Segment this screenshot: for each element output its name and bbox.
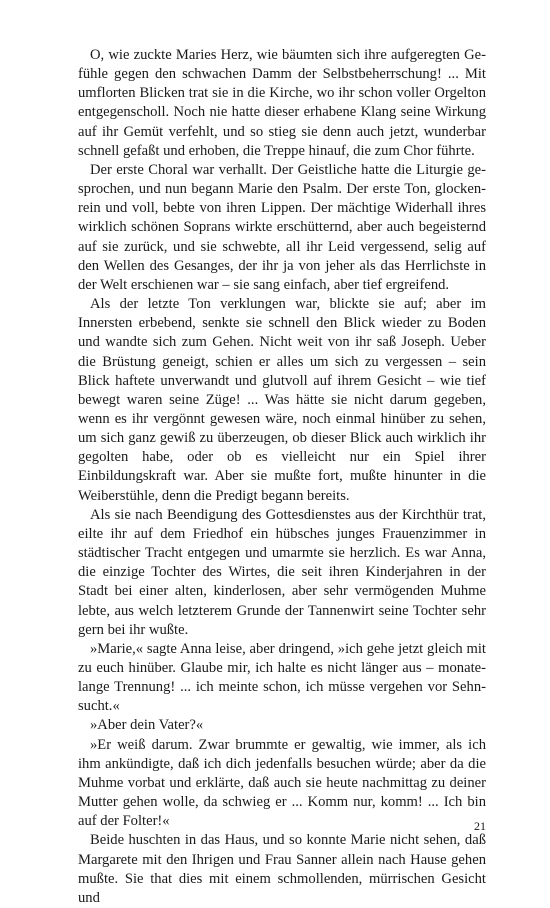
paragraph: »Aber dein Vater?« [90, 717, 204, 734]
paragraph: Der erste Choral war verhallt. Der Geistliche hatte die Liturgie gesprochen, und nun begann Marie den Psalm. Der erste Ton, glockenrein und voll, bebte von ihren Lippen. Der mächtige Widerhall ihres wirklich schönen Soprans wirkte erschütternd, aber auch begeisternd auf sie zurück, und sie schwebte, all ihr Leid vergessend, selig auf den Wellen des Gesanges, der ihr ja von jeher als das Herrlichste in der Welt erschienen war – sie sang einfach, aber tief ergreifend. [78, 161, 486, 293]
paragraph: Als sie nach Beendigung des Gottesdienstes aus der Kirchthür trat, eilte ihr auf dem Friedhof ein hübsches junges Frauenzimmer in städtischer Tracht entgegen und umarmte sie herzlich. Es war Anna, die einzige Tochter des Wirtes, die seit ihren Kinderjahren in der Stadt bei einer alten, kinderlosen, aber sehr vermögenden Muhme lebte, aus welch letzterem Grunde der Tannenwirt seine Tochter sehr gern bei ihr wußte. [78, 506, 486, 638]
paragraph: »Marie,« sagte Anna leise, aber dringend, »ich gehe jetzt gleich mit zu euch hinüber. Glaube mir, ich halte es nicht länger aus – monatelange Trennung! ... ich meinte schon, ich müsse vergehen vor Sehnsucht.« [78, 640, 486, 715]
paragraph: Beide huschten in das Haus, und so konnte Marie nicht sehen, daß Margarete mit den Ihrigen und Frau Sanner allein nach Hause gehen mußte. Sie that dies mit einem schmollenden, mürrischen Gesicht und [78, 832, 486, 906]
page-number: 21 [474, 819, 486, 833]
body-text [78, 46, 486, 908]
paragraph: O, wie zuckte Maries Herz, wie bäumten sich ihre aufgeregten Gefühle gegen den schwachen Damm der Selbstbeherrschung! ... Mit umflorten Blicken trat sie in die Kirche, wo ihr schon voller Orgelton entgegenscholl. Noch nie hatte dieser erhabene Klang seine Wirkung auf ihr Gemüt verfehlt, und so stieg sie denn auch jetzt, wunderbar schnell gefaßt und erhoben, die Treppe hinauf, die zum Chor führte. [78, 47, 486, 159]
paragraph: »Er weiß darum. Zwar brummte er gewaltig, wie immer, als ich ihm ankündigte, daß ich dich jedenfalls besuchen würde; aber da die Muhme vorbat und erklärte, daß auch sie heute nachmittag zu deiner Mutter gehen wolle, da schwieg er ... Komm nur, komm! ... Ich bin auf der Folter!« [78, 736, 486, 830]
paragraph: Als der letzte Ton verklungen war, blickte sie auf; aber im Innersten erbebend, senkte sie schnell den Blick wieder zu Boden und wandte sich zum Gehen. Nicht weit von ihr saß Joseph. Ueber die Brüstung geneigt, schien er alles um sich zu vergessen – sein Blick haftete unverwandt und glutvoll auf ihrem Gesicht – wie tief bewegt waren seine Züge! ... Was hätte sie nicht darum gegeben, wenn es ihr vergönnt gewesen wäre, noch einmal hinüber zu sehen, um sich ganz gewiß zu überzeugen, ob dieser Blick auch wirklich ihr gegolten habe, oder ob es vielleicht nur ein Spiel ihrer Einbildungskraft war. Aber sie mußte fort, mußte hinunter in die Weiberstühle, denn die Predigt begann bereits. [78, 296, 486, 504]
